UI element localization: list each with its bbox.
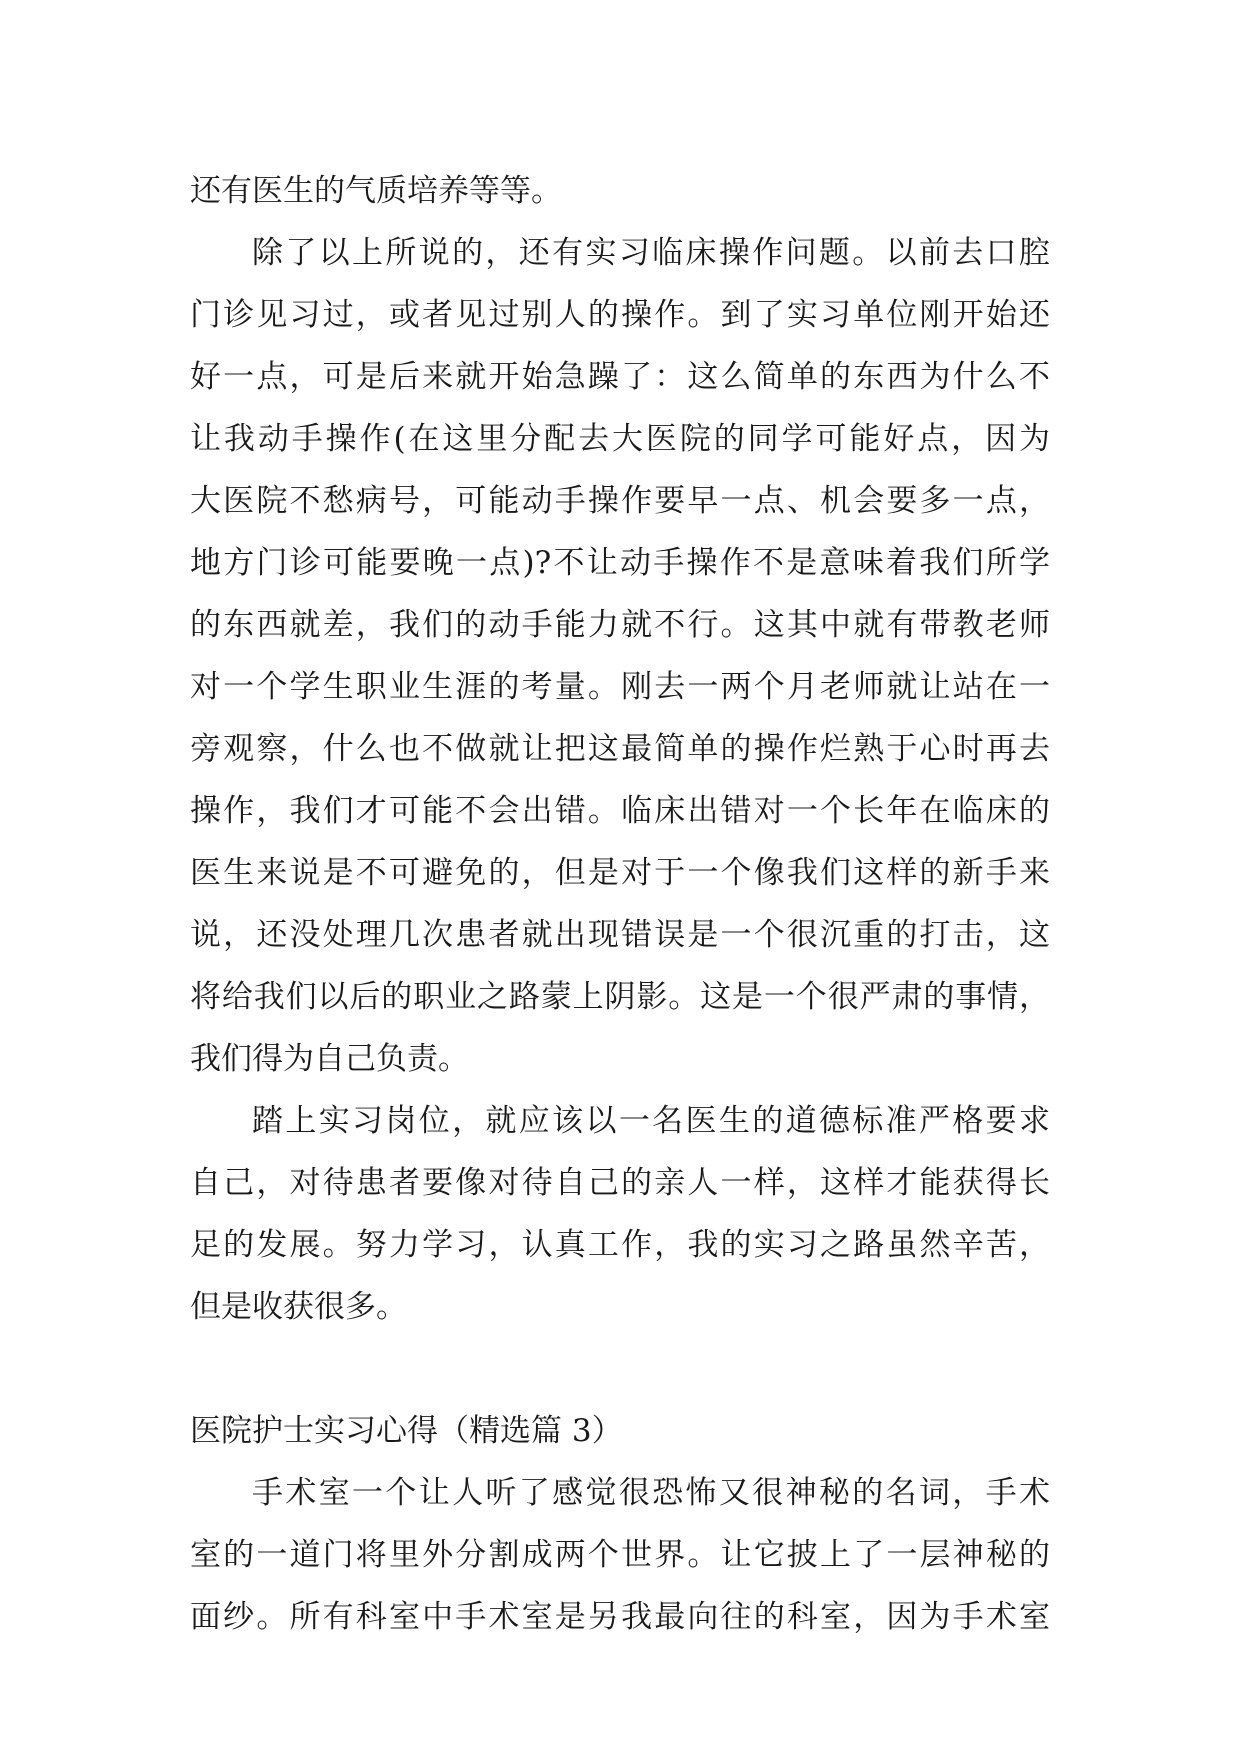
section-gap [190, 1338, 1050, 1400]
text-line: 但是收获很多。 [190, 1289, 407, 1325]
text-line: 足的发展。努力学习，认真工作，我的实习之路虽然辛苦， [190, 1227, 1050, 1263]
text-line: 除了以上所说的，还有实习临床操作问题。以前去口腔 [252, 235, 1050, 271]
text-line: 室的一道门将里外分割成两个世界。让它披上了一层神秘的 [190, 1537, 1050, 1573]
text-line: 将给我们以后的职业之路蒙上阴影。这是一个很严肃的事情， [190, 979, 1050, 1015]
text-line: 地方门诊可能要晚一点)?不让动手操作不是意味着我们所学 [190, 545, 1050, 581]
text-line: 踏上实习岗位，就应该以一名医生的道德标准严格要求 [252, 1103, 1050, 1139]
section-heading: 医院护士实习心得（精选篇 3） [190, 1413, 623, 1449]
text-line: 大医院不愁病号，可能动手操作要早一点、机会要多一点， [190, 483, 1050, 519]
text-line: 好一点，可是后来就开始急躁了：这么简单的东西为什么不 [190, 359, 1050, 395]
text-line: 操作，我们才可能不会出错。临床出错对一个长年在临床的 [190, 793, 1050, 829]
text-line: 手术室一个让人听了感觉很恐怖又很神秘的名词，手术 [252, 1475, 1050, 1511]
paragraph-operating-room [190, 1462, 1050, 1648]
document-body [190, 160, 1050, 1648]
text-line: 医生来说是不可避免的，但是对于一个像我们这样的新手来 [190, 855, 1050, 891]
text-line: 我们得为自己负责。 [190, 1041, 469, 1077]
paragraph-clinical-operation [190, 222, 1050, 1090]
text-line: 还有医生的气质培养等等。 [190, 173, 562, 209]
text-line: 门诊见习过，或者见过别人的操作。到了实习单位刚开始还 [190, 297, 1050, 333]
paragraph-continuation [190, 160, 1050, 222]
text-line: 对一个学生职业生涯的考量。刚去一两个月老师就让站在一 [190, 669, 1050, 705]
text-line: 说，还没处理几次患者就出现错误是一个很沉重的打击，这 [190, 917, 1050, 953]
text-line: 的东西就差，我们的动手能力就不行。这其中就有带教老师 [190, 607, 1050, 643]
text-line: 让我动手操作(在这里分配去大医院的同学可能好点，因为 [190, 421, 1050, 457]
text-line: 旁观察，什么也不做就让把这最简单的操作烂熟于心时再去 [190, 731, 1050, 767]
text-line: 自己，对待患者要像对待自己的亲人一样，这样才能获得长 [190, 1165, 1050, 1201]
paragraph-internship-post [190, 1090, 1050, 1338]
text-line: 面纱。所有科室中手术室是另我最向往的科室，因为手术室 [190, 1599, 1050, 1635]
